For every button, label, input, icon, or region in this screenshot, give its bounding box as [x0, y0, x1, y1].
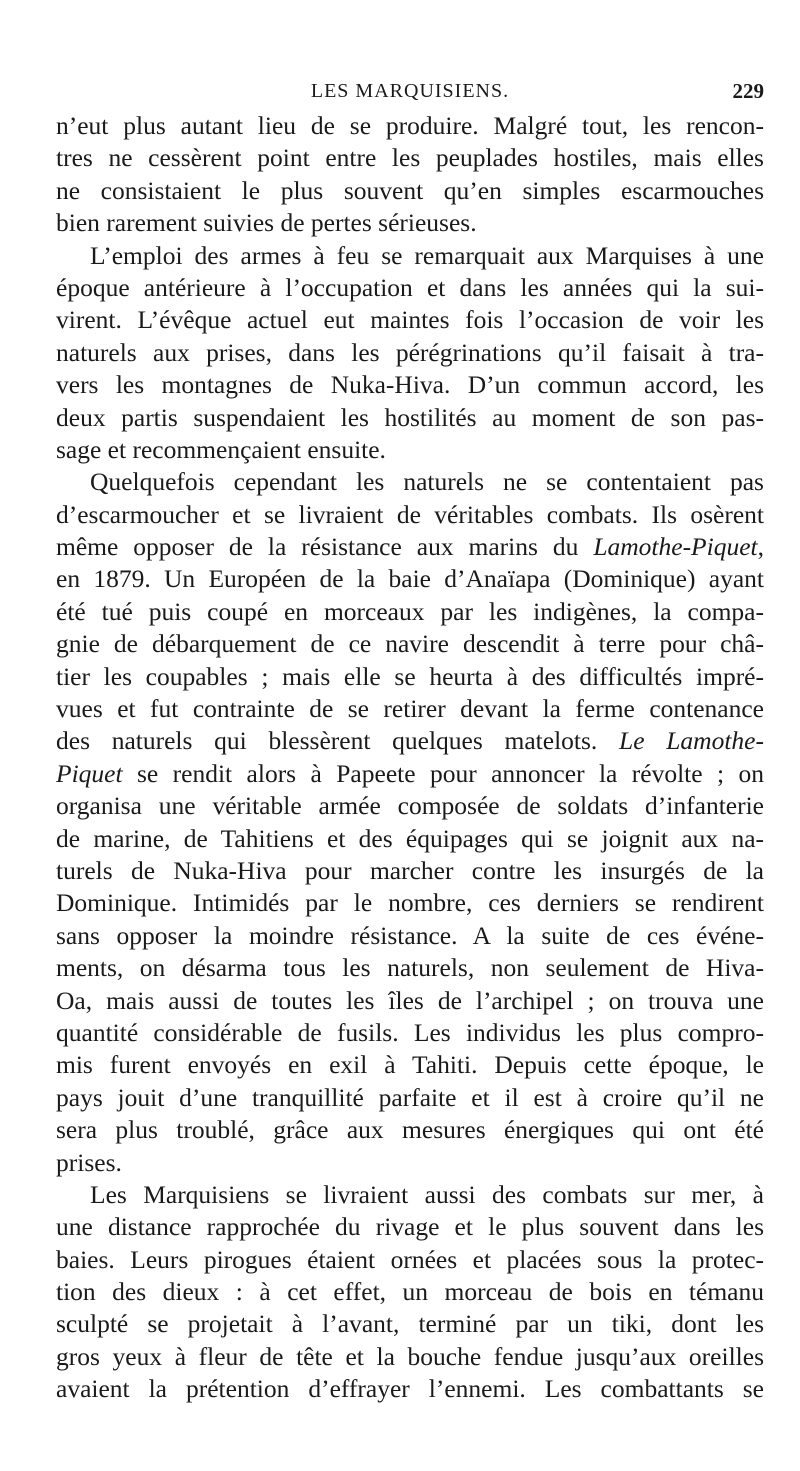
text-segment: naturels aux prises, dans les pérégrinations qu’il faisait à tra- — [56, 337, 764, 367]
text-segment: deux partis suspendaient les hostilités au moment de son pas- — [56, 402, 764, 432]
text-segment: sera plus troublé, grâce aux mesures énergiques qui ont été — [56, 1115, 764, 1145]
text-segment: en 1879. Un Européen de la baie d’Anaïapa (Dominique) ayant — [56, 564, 764, 594]
text-line — [56, 563, 764, 595]
text-line — [56, 1276, 764, 1308]
text-line — [56, 1114, 764, 1146]
text-segment: sculpté se projetait à l’avant, terminé par un tiki, dont les — [56, 1309, 764, 1339]
page-number: 229 — [732, 79, 764, 103]
text-line — [56, 1211, 764, 1243]
text-segment: Dominique. Intimidés par le nombre, ces derniers se rendirent — [56, 888, 764, 918]
text-line — [56, 1049, 764, 1081]
text-segment: Oa, mais aussi de toutes les îles de l’archipel ; on trouva une — [56, 985, 764, 1015]
text-line — [56, 1341, 764, 1373]
running-title: LES MARQUISIENS. — [310, 80, 510, 102]
text-segment: gnie de débarquement de ce navire descendit à terre pour châ- — [56, 629, 764, 659]
text-line — [56, 920, 764, 952]
text-line — [56, 1179, 764, 1211]
text-line — [56, 1244, 764, 1276]
text-segment: Les Marquisiens se livraient aussi des combats sur mer, à — [90, 1179, 764, 1209]
text-segment: turels de Nuka-Hiva pour marcher contre les insurgés de la — [56, 855, 764, 885]
text-line — [56, 628, 764, 660]
text-line — [56, 985, 764, 1017]
text-line — [56, 693, 764, 725]
text-line — [56, 887, 764, 919]
italic-ship-name: Piquet — [56, 758, 123, 788]
text-segment: tion des dieux : à cet effet, un morceau de bois en témanu — [56, 1277, 764, 1307]
text-segment: bien rarement suivies de pertes sérieuses. — [56, 208, 477, 238]
text-line — [56, 499, 764, 531]
text-line — [56, 1373, 764, 1405]
text-segment: tier les coupables ; mais elle se heurta à des difficultés impré- — [56, 661, 764, 691]
text-line — [56, 1082, 764, 1114]
text-line — [56, 142, 764, 174]
text-segment: organisa une véritable armée composée de soldats d’infanterie — [56, 791, 764, 821]
text-segment: sans opposer la moindre résistance. A la suite de ces événe- — [56, 920, 764, 950]
text-line — [56, 1308, 764, 1340]
text-line — [56, 531, 764, 563]
body-text — [56, 110, 764, 1406]
text-line — [56, 790, 764, 822]
text-segment: baies. Leurs pirogues étaient ornées et placées sous la protec- — [56, 1244, 764, 1274]
text-line — [56, 434, 764, 466]
text-line — [56, 1017, 764, 1049]
text-line — [56, 337, 764, 369]
text-segment: vues et fut contrainte de se retirer devant la ferme contenance — [56, 694, 764, 724]
text-line — [56, 175, 764, 207]
text-line — [56, 855, 764, 887]
text-segment: ments, on désarma tous les naturels, non seulement de Hiva- — [56, 953, 764, 983]
text-segment: été tué puis coupé en morceaux par les indigènes, la compa- — [56, 596, 764, 626]
text-segment: n’eut plus autant lieu de se produire. Malgré tout, les rencon- — [56, 111, 764, 140]
text-line — [56, 596, 764, 628]
text-segment: gros yeux à fleur de tête et la bouche fendue jusqu’aux oreilles — [56, 1341, 764, 1371]
text-line — [56, 1147, 764, 1179]
text-segment: une distance rapprochée du rivage et le plus souvent dans les — [56, 1212, 764, 1242]
text-segment: se rendit alors à Papeete pour annoncer la révolte ; on — [122, 758, 764, 788]
text-segment: tres ne cessèrent point entre les peuplades hostiles, mais elles — [56, 143, 764, 173]
text-line — [56, 110, 764, 142]
text-segment: virent. L’évêque actuel eut maintes fois l’occasion de voir les — [56, 305, 764, 335]
text-line — [56, 369, 764, 401]
italic-ship-name: Le Lamothe- — [619, 726, 764, 756]
text-line — [56, 207, 764, 239]
text-segment: même opposer de la résistance aux marins du — [56, 532, 594, 562]
text-segment: pays jouit d’une tranquillité parfaite et il est à croire qu’il ne — [56, 1082, 764, 1112]
italic-ship-name: Lamothe-Piquet — [593, 532, 758, 562]
text-segment: mis furent envoyés en exil à Tahiti. Depuis cette époque, le — [56, 1050, 764, 1080]
text-segment: L’emploi des armes à feu se remarquait aux Marquises à une — [90, 240, 764, 270]
text-line — [56, 402, 764, 434]
text-line — [56, 240, 764, 272]
text-segment: prises. — [56, 1147, 122, 1177]
text-segment: avaient la prétention d’effrayer l’ennemi. Les combattants se — [56, 1374, 764, 1404]
text-segment: , — [757, 532, 764, 562]
text-line — [56, 272, 764, 304]
text-segment: d’escarmoucher et se livraient de véritables combats. Ils osèrent — [56, 499, 764, 529]
text-segment: de marine, de Tahitiens et des équipages qui se joignit aux na- — [56, 823, 764, 853]
text-line — [56, 661, 764, 693]
text-segment: des naturels qui blessèrent quelques matelots. — [56, 726, 620, 756]
text-line — [56, 466, 764, 498]
text-line — [56, 952, 764, 984]
text-segment: Quelquefois cependant les naturels ne se contentaient pas — [90, 467, 764, 497]
text-segment: vers les montagnes de Nuka-Hiva. D’un commun accord, les — [56, 370, 764, 400]
text-line — [56, 304, 764, 336]
text-line — [56, 823, 764, 855]
text-segment: quantité considérable de fusils. Les individus les plus compro- — [56, 1017, 764, 1047]
running-head — [56, 76, 764, 106]
text-line — [56, 758, 764, 790]
text-line — [56, 725, 764, 757]
text-segment: ne consistaient le plus souvent qu’en simples escarmouches — [56, 175, 764, 205]
text-segment: époque antérieure à l’occupation et dans les années qui la sui- — [56, 272, 764, 302]
text-segment: sage et recommençaient ensuite. — [56, 434, 386, 464]
